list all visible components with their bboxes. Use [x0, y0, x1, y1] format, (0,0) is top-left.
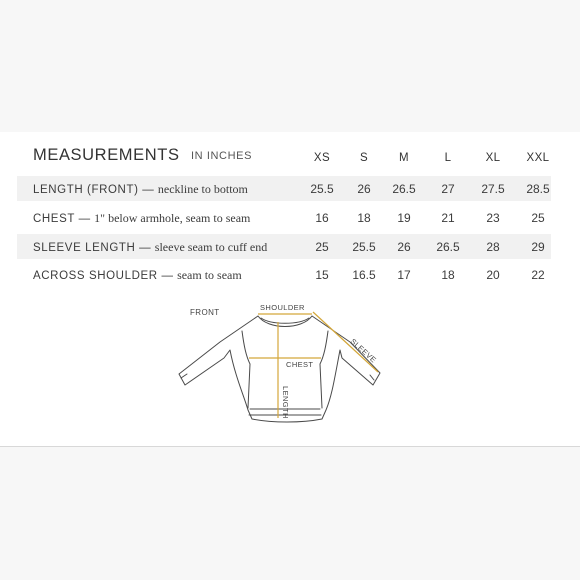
row-desc: 1" below armhole, seam to seam	[94, 211, 251, 225]
size-header-xs: XS	[313, 152, 331, 164]
cell-m: 26.5	[392, 182, 416, 196]
cell-s: 26	[357, 182, 371, 196]
table-row	[17, 234, 551, 259]
row-label	[33, 182, 248, 197]
size-header-xxl: XXL	[526, 152, 550, 164]
cell-xxl: 29	[531, 240, 545, 254]
row-label	[33, 240, 267, 255]
cell-xl: 23	[486, 211, 500, 225]
cell-l: 26.5	[436, 240, 460, 254]
cell-xl: 20	[486, 268, 500, 282]
size-header-s: S	[359, 152, 369, 164]
length-label: LENGTH	[281, 386, 290, 419]
row-name: CHEST —	[33, 213, 91, 225]
chest-label: CHEST	[286, 360, 314, 369]
size-header-m: M	[399, 152, 409, 164]
card-divider	[0, 446, 580, 447]
page-title: MEASUREMENTS	[33, 146, 180, 164]
cell-l: 21	[441, 211, 455, 225]
measurement-lines	[249, 312, 378, 418]
sleeve-label: SLEEVE	[348, 336, 379, 365]
cell-l: 18	[441, 268, 455, 282]
row-name: LENGTH (FRONT) —	[33, 184, 155, 196]
row-desc: seam to seam	[177, 268, 242, 282]
cell-xs: 25.5	[310, 182, 334, 196]
cell-l: 27	[441, 182, 455, 196]
row-name: SLEEVE LENGTH —	[33, 242, 152, 254]
row-name: ACROSS SHOULDER —	[33, 270, 174, 282]
front-label: FRONT	[190, 308, 220, 317]
row-desc: sleeve seam to cuff end	[154, 240, 268, 254]
unit-label: IN INCHES	[191, 150, 253, 162]
cell-m: 17	[397, 268, 411, 282]
cell-xs: 25	[315, 240, 329, 254]
cell-s: 16.5	[352, 268, 376, 282]
cell-m: 19	[397, 211, 411, 225]
cell-s: 25.5	[352, 240, 376, 254]
table-row	[17, 176, 551, 201]
row-label	[33, 268, 242, 283]
cell-xl: 28	[486, 240, 500, 254]
cell-xxl: 22	[531, 268, 545, 282]
table-row	[17, 205, 551, 230]
cell-xs: 16	[315, 211, 329, 225]
row-desc: neckline to bottom	[157, 182, 248, 196]
sleeve-line	[313, 312, 378, 372]
sweatshirt-diagram	[170, 296, 410, 436]
cell-xs: 15	[315, 268, 329, 282]
table-row	[17, 262, 551, 287]
size-header-l: L	[444, 152, 452, 164]
cell-m: 26	[397, 240, 411, 254]
cell-xxl: 28.5	[526, 182, 550, 196]
cell-xxl: 25	[531, 211, 545, 225]
size-header-xl: XL	[485, 152, 501, 164]
row-label	[33, 211, 250, 226]
sweatshirt-outline	[179, 316, 380, 422]
cell-xl: 27.5	[481, 182, 505, 196]
shoulder-label: SHOULDER	[260, 303, 305, 312]
cell-s: 18	[357, 211, 371, 225]
